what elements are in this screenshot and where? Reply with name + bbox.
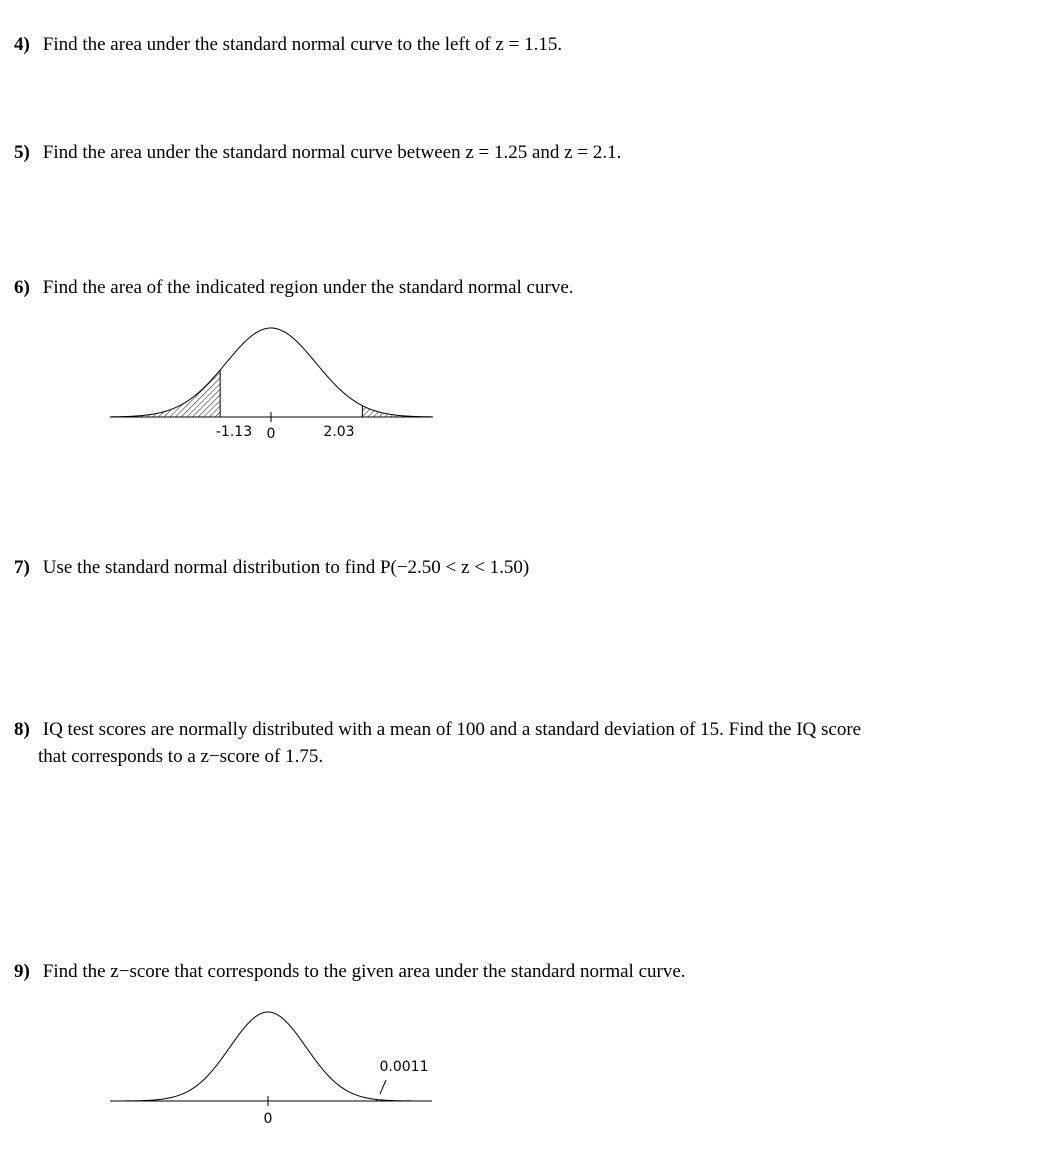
- problem-8: [14, 716, 861, 770]
- problem-7: [14, 554, 529, 581]
- problem-text: Use the standard normal distribution to find P(−2.50 < z < 1.50): [42, 557, 530, 578]
- label-right-z: 2.03: [323, 424, 355, 440]
- normal-curve-figure-6: [110, 318, 435, 448]
- problem-text: IQ test scores are normally distributed with a mean of 100 and a standard deviation of 15. Find the IQ score: [42, 719, 862, 740]
- problem-4: [14, 31, 562, 58]
- problem-number: 5): [14, 142, 30, 163]
- area-pointer-line: [380, 1080, 386, 1094]
- problem-text: Find the z−score that corresponds to the given area under the standard normal curve.: [42, 961, 686, 982]
- problem-text-continued: that corresponds to a z−score of 1.75.: [38, 746, 324, 767]
- normal-curve: [110, 1012, 428, 1101]
- problem-text: Find the area under the standard normal curve to the left of z = 1.15.: [42, 34, 563, 55]
- label-area: 0.0011: [379, 1059, 429, 1075]
- problem-number: 8): [14, 719, 30, 740]
- shaded-left-tail: [110, 370, 220, 417]
- problem-5: [14, 139, 621, 166]
- problem-6: [14, 274, 574, 301]
- label-left-z: -1.13: [215, 424, 253, 440]
- problem-text: Find the area of the indicated region under the standard normal curve.: [42, 277, 574, 298]
- normal-curve: [110, 328, 433, 417]
- problem-number: 4): [14, 34, 30, 55]
- problem-number: 9): [14, 961, 30, 982]
- normal-curve-figure-9: [110, 1005, 435, 1130]
- problem-text: Find the area under the standard normal curve between z = 1.25 and z = 2.1.: [42, 142, 622, 163]
- problem-number: 7): [14, 557, 30, 578]
- label-center: 0: [266, 426, 276, 442]
- problem-number: 6): [14, 277, 30, 298]
- label-center: 0: [263, 1111, 273, 1127]
- problem-9: [14, 958, 686, 985]
